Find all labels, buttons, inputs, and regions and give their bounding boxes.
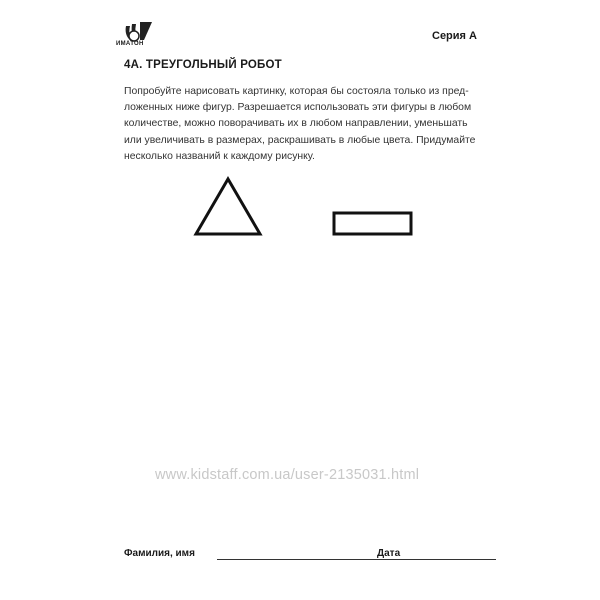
date-label: Дата [377,548,401,559]
task-title: 4А. ТРЕУГОЛЬНЫЙ РОБОТ [124,59,282,71]
instruction-line: несколько названий к каждому рисунку. [124,150,315,162]
publisher-logo-text: ИМАТОН [116,41,144,47]
watermark-text: www.kidstaff.com.ua/user-2135031.html [155,467,420,483]
date-line[interactable] [408,559,478,560]
instruction-line: ложенных ниже фигур. Разрешается использовать эти фигуры в любом [124,102,472,114]
instruction-line: количестве, можно поворачивать их в любом направлении, уменьшать [124,118,468,130]
task-instruction [124,84,480,165]
name-label: Фамилия, имя [124,548,195,559]
shapes-area [190,175,420,245]
triangle-shape [196,179,260,234]
series-label: Серия А [432,30,477,42]
rectangle-shape [334,213,411,234]
instruction-line: Попробуйте нарисовать картинку, которая бы состояла только из пред- [124,86,469,97]
instruction-line: или увеличивать в размерах, раскрашивать в любые цвета. Придумайте [124,134,476,146]
footer [124,548,480,562]
publisher-logo-icon [120,16,156,54]
